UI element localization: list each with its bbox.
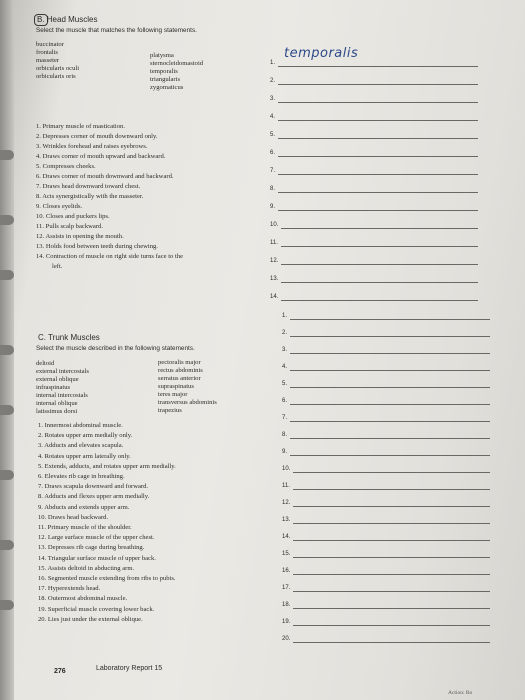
statement: left. <box>52 263 63 270</box>
word-bank-item: rectus abdominis <box>158 367 203 374</box>
answer-number: 15. <box>282 551 291 557</box>
answer-number: 3. <box>282 347 288 353</box>
answer-number: 8. <box>270 186 276 192</box>
answer-number: 16. <box>282 568 291 574</box>
word-bank-item: pectoralis major <box>158 359 201 366</box>
answer-line[interactable] <box>290 404 490 405</box>
answer-number: 12. <box>282 500 291 506</box>
answer-line[interactable] <box>278 156 478 157</box>
statement: 18. Outermost abdominal muscle. <box>38 595 128 603</box>
answer-number: 17. <box>282 585 291 591</box>
answer-line[interactable] <box>293 523 490 524</box>
answer-number: 12. <box>270 258 279 264</box>
answer-line[interactable] <box>293 625 490 626</box>
statement: 14. Contraction of muscle on right side turns face to the <box>36 253 184 260</box>
statement: 13. Holds food between teeth during chewing. <box>36 243 158 250</box>
handwritten-answer: temporalis <box>284 46 359 61</box>
statement: 10. Closes and puckers lips. <box>36 213 110 220</box>
trunk-word-bank-left <box>36 360 89 416</box>
statement: 16. Segmented muscle extending from ribs to pubis. <box>38 575 176 583</box>
binder-clip <box>0 150 14 160</box>
answer-line[interactable] <box>278 102 478 103</box>
statement: 1. Innermost abdominal muscle. <box>38 422 123 429</box>
statement: 17. Hyperextends head. <box>38 585 101 593</box>
statement: 4. Draws corner of mouth upward and backward. <box>36 153 166 160</box>
answer-line[interactable] <box>293 591 490 592</box>
answer-number: 2. <box>282 330 288 336</box>
answer-line[interactable] <box>281 228 478 229</box>
head-section-title: B. Head Muscles <box>37 15 98 24</box>
word-bank-item: sternocleidomastoid <box>150 60 204 67</box>
statement: 2. Depresses corner of mouth downward only. <box>36 133 158 140</box>
word-bank-item: masseter <box>36 57 60 64</box>
statement: 2. Rotates upper arm medially only. <box>38 432 133 440</box>
statement: 6. Draws corner of mouth downward and backward. <box>36 173 174 180</box>
answer-line[interactable] <box>278 174 478 175</box>
head-section-instruction: Select the muscle that matches the following statements. <box>36 27 197 34</box>
word-bank-item: platysma <box>150 52 174 59</box>
answer-number: 11. <box>270 240 278 246</box>
answer-line[interactable] <box>278 120 478 121</box>
statement: 11. Primary muscle of the shoulder. <box>38 524 132 532</box>
answer-line[interactable] <box>293 489 490 490</box>
answer-line[interactable] <box>278 84 478 85</box>
statement: 8. Adducts and flexes upper arm medially. <box>38 493 150 501</box>
answer-number: 1. <box>282 313 288 319</box>
answer-line[interactable] <box>281 246 478 247</box>
statement: 19. Superficial muscle covering lower back. <box>38 605 155 613</box>
statement: 3. Wrinkles forehead and raises eyebrows. <box>36 143 148 150</box>
word-bank-item: frontalis <box>36 49 58 56</box>
binder-clip <box>0 470 14 480</box>
answer-number: 14. <box>282 534 291 540</box>
statement: 7. Draws head downward toward chest. <box>36 183 141 190</box>
answer-line[interactable] <box>293 506 490 507</box>
statement: 4. Rotates upper arm laterally only. <box>38 452 131 460</box>
report-label: Laboratory Report 15 <box>96 665 163 672</box>
statement: 1. Primary muscle of mastication. <box>36 123 125 130</box>
statement: 6. Elevates rib cage in breathing. <box>38 473 125 481</box>
statement: 7. Draws scapula downward and forward. <box>38 483 149 491</box>
statement: 15. Assists deltoid in abducting arm. <box>38 564 135 572</box>
answer-line[interactable] <box>290 353 490 354</box>
page-number: 276 <box>54 668 66 675</box>
statement: 20. Lies just under the external oblique. <box>38 615 143 623</box>
answer-line[interactable] <box>281 264 478 265</box>
word-bank-item: external oblique <box>36 376 79 383</box>
answer-line[interactable] <box>290 336 490 337</box>
answer-number: 10. <box>270 222 279 228</box>
answer-line[interactable] <box>293 608 490 609</box>
binder-clip <box>0 405 14 415</box>
answer-line[interactable] <box>278 210 478 211</box>
answer-number: 19. <box>282 619 291 625</box>
statement: 12. Assists in opening the mouth. <box>36 233 124 240</box>
binder-clip <box>0 345 14 355</box>
trunk-statements <box>38 421 176 625</box>
answer-line[interactable] <box>290 438 490 439</box>
word-bank-item: supraspinatus <box>158 383 194 390</box>
head-word-bank-left <box>36 41 79 81</box>
word-bank-item: teres major <box>158 391 188 398</box>
answer-line[interactable] <box>293 540 490 541</box>
trunk-section-instruction: Select the muscle described in the following statements. <box>36 345 195 352</box>
answer-line[interactable] <box>290 455 490 456</box>
trunk-word-bank-right <box>158 359 217 415</box>
statement: 14. Triangular surface muscle of upper back. <box>38 554 156 562</box>
word-bank-item: orbicularis oris <box>36 73 76 80</box>
statement: 10. Draws head backward. <box>38 513 109 521</box>
answer-number: 3. <box>270 96 276 102</box>
word-bank-item: external intercostals <box>36 368 89 375</box>
answer-number: 6. <box>282 398 288 404</box>
head-statements <box>36 122 183 272</box>
word-bank-item: serratus anterior <box>158 375 201 382</box>
binder-clip <box>0 270 14 280</box>
word-bank-item: trapezius <box>158 407 182 414</box>
statement: 12. Large surface muscle of the upper chest. <box>38 534 155 542</box>
answer-number: 2. <box>270 78 276 84</box>
statement: 5. Compresses cheeks. <box>36 163 96 170</box>
word-bank-item: orbicularis oculi <box>36 65 80 72</box>
statement: 9. Closes eyelids. <box>36 203 83 210</box>
word-bank-item: buccinator <box>36 41 64 48</box>
answer-line[interactable] <box>281 300 478 301</box>
answer-line[interactable] <box>293 574 490 575</box>
answer-line[interactable] <box>278 66 478 67</box>
word-bank-item: transversus abdominis <box>158 399 217 406</box>
answer-line[interactable] <box>290 387 490 388</box>
answer-number: 11. <box>282 483 290 489</box>
answer-line[interactable] <box>290 421 490 422</box>
answer-line[interactable] <box>278 192 478 193</box>
answer-line[interactable] <box>290 370 490 371</box>
answer-number: 14. <box>270 294 279 300</box>
word-bank-item: triangularis <box>150 76 181 83</box>
statement: 9. Abducts and extends upper arm. <box>38 503 130 511</box>
answer-line[interactable] <box>293 642 490 643</box>
answer-number: 13. <box>270 276 279 282</box>
word-bank-item: temporalis <box>150 68 178 75</box>
word-bank-item: deltoid <box>36 360 55 367</box>
statement: 8. Acts synergistically with the masseter. <box>36 193 144 200</box>
answer-number: 9. <box>270 204 276 210</box>
binder-clip <box>0 215 14 225</box>
answer-number: 5. <box>282 381 288 387</box>
head-word-bank-right <box>150 52 203 92</box>
answer-number: 13. <box>282 517 291 523</box>
word-bank-item: internal intercostals <box>36 392 88 399</box>
answer-number: 9. <box>282 449 288 455</box>
answer-number: 10. <box>282 466 291 472</box>
statement: 11. Pulls scalp backward. <box>36 223 103 230</box>
answer-number: 8. <box>282 432 288 438</box>
statement: 3. Adducts and elevates scapula. <box>38 442 124 450</box>
answer-number: 4. <box>270 114 276 120</box>
answer-line[interactable] <box>293 557 490 558</box>
answer-line[interactable] <box>293 472 490 473</box>
answer-line[interactable] <box>278 138 478 139</box>
answer-number: 7. <box>270 168 276 174</box>
answer-line[interactable] <box>290 319 490 320</box>
word-bank-item: latissimus dorsi <box>36 408 78 415</box>
answer-number: 5. <box>270 132 276 138</box>
binder-clip <box>0 600 14 610</box>
answer-number: 1. <box>270 60 276 66</box>
word-bank-item: internal oblique <box>36 400 78 407</box>
statement: 5. Extends, adducts, and rotates upper arm medially. <box>38 462 176 470</box>
word-bank-item: infraspinatus <box>36 384 71 391</box>
binder-clip <box>0 540 14 550</box>
corner-text: Action: Ro <box>448 690 473 696</box>
answer-number: 6. <box>270 150 276 156</box>
word-bank-item: zygomaticus <box>150 84 184 91</box>
answer-line[interactable] <box>281 282 478 283</box>
answer-number: 18. <box>282 602 291 608</box>
statement: 13. Depresses rib cage during breathing. <box>38 544 145 552</box>
answer-number: 7. <box>282 415 288 421</box>
answer-number: 4. <box>282 364 288 370</box>
answer-number: 20. <box>282 636 291 642</box>
trunk-section-title: C. Trunk Muscles <box>38 333 100 342</box>
